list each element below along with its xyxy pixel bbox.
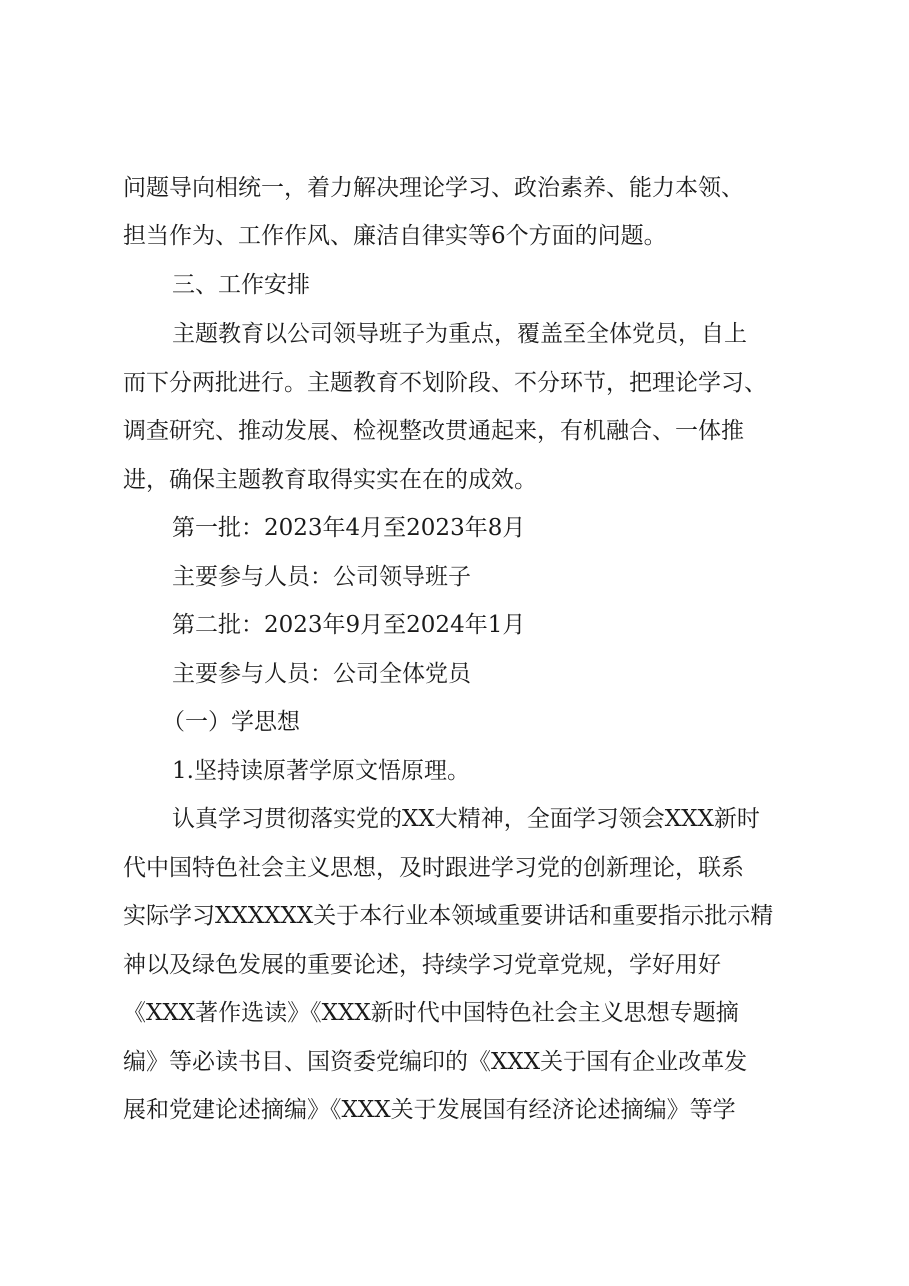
paragraph-line: 实际学习XXXXXX关于本行业本领域重要讲话和重要指示批示精 [123, 903, 774, 929]
schedule-line: 第二批：2023年9月至2024年1月 [172, 612, 526, 638]
paragraph-line: 调查研究、推动发展、检视整改贯通起来，有机融合、一体推 [123, 418, 744, 444]
schedule-line: 第一批：2023年4月至2023年8月 [172, 515, 526, 541]
schedule-line: 主要参与人员：公司全体党员 [172, 661, 471, 687]
paragraph-line: 代中国特色社会主义思想，及时跟进学习党的创新理论，联系 [123, 855, 744, 881]
paragraph-line: 编》等必读书目、国资委党编印的《XXX关于国有企业改革发 [123, 1049, 748, 1075]
subsection-heading: （一）学思想 [162, 709, 300, 735]
paragraph-line: 主题教育以公司领导班子为重点，覆盖至全体党员，自上 [172, 321, 747, 347]
paragraph-line: 进，确保主题教育取得实实在在的成效。 [123, 467, 537, 493]
paragraph-line: 《XXX著作选读》《XXX新时代中国特色社会主义思想专题摘 [123, 1000, 739, 1026]
paragraph-line: 而下分两批进行。主题教育不划阶段、不分环节，把理论学习、 [123, 370, 767, 396]
section-heading: 三、工作安排 [172, 272, 310, 298]
paragraph-line: 担当作为、工作作风、廉洁自律实等6个方面的问题。 [123, 223, 667, 249]
paragraph-line: 认真学习贯彻落实党的XX大精神，全面学习领会XXX新时 [172, 806, 760, 832]
paragraph-line: 神以及绿色发展的重要论述，持续学习党章党规，学好用好 [123, 952, 721, 978]
list-item-heading: 1.坚持读原著学原文悟原理。 [172, 758, 470, 784]
schedule-line: 主要参与人员：公司领导班子 [172, 564, 471, 590]
paragraph-line: 展和党建论述摘编》《XXX关于发展国有经济论述摘编》等学 [123, 1097, 736, 1123]
paragraph-line: 问题导向相统一，着力解决理论学习、政治素养、能力本领、 [123, 175, 744, 201]
